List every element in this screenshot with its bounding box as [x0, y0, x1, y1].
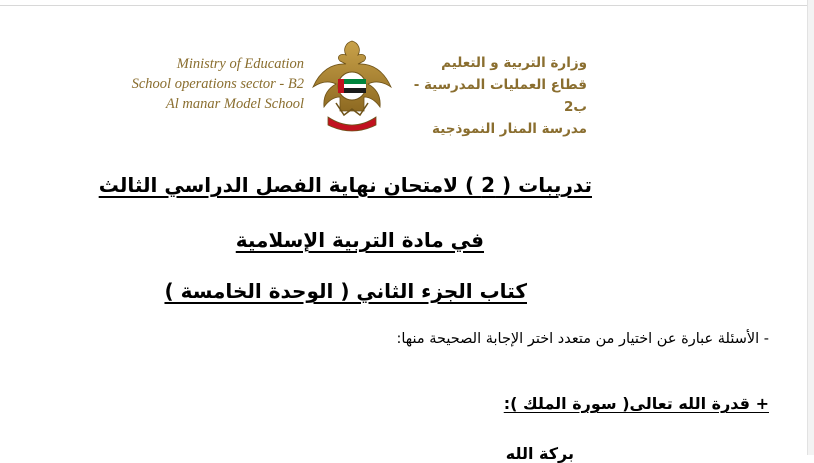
subject-title: في مادة التربية الإسلامية [235, 228, 484, 252]
header-ar-line: قطاع العمليات المدرسية - ب2 [413, 77, 587, 115]
header-en-line: School operations sector - B2 [131, 76, 304, 92]
unit-title: كتاب الجزء الثاني ( الوحدة الخامسة ) [164, 279, 527, 303]
header-ar-line: مدرسة المنار النموذجية [432, 121, 587, 137]
partial-text-line: بركة الله [505, 444, 574, 463]
header-en-line: Ministry of Education [176, 56, 304, 72]
header-arabic-block [395, 52, 587, 140]
section-heading: + قدرة الله تعالى( سورة الملك ): [503, 394, 769, 413]
header-ar-line: وزارة التربية و التعليم [441, 55, 587, 71]
page-top-border [0, 0, 814, 6]
uae-falcon-emblem-icon [310, 37, 394, 135]
document-scrollbar[interactable] [807, 0, 814, 455]
header-english-block [118, 54, 304, 114]
exam-title: تدريبات ( 2 ) لامتحان نهاية الفصل الدراسي الثالث [98, 173, 592, 197]
header-en-line: Al manar Model School [165, 96, 304, 112]
instruction-text: - الأسئلة عبارة عن اختيار من متعدد اختر الإجابة الصحيحة منها: [396, 331, 769, 347]
